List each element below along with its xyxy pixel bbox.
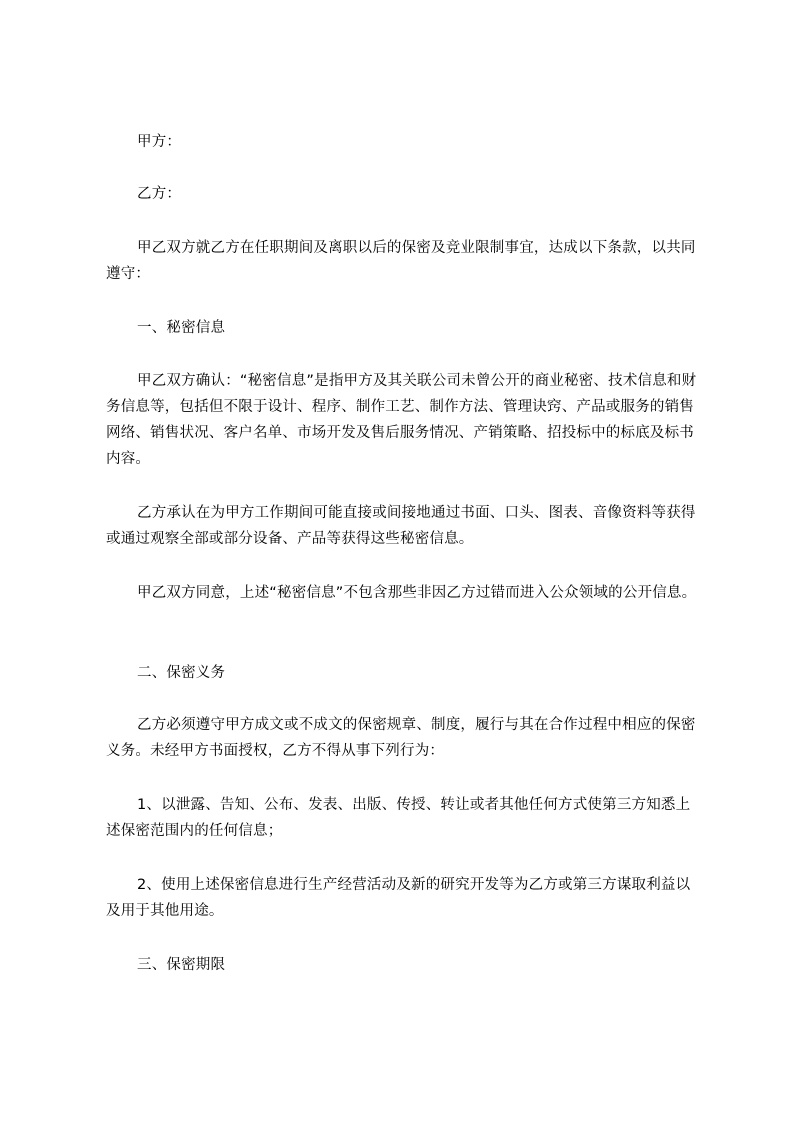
section-1-title: 一、秘密信息: [137, 320, 226, 336]
section-2-item-1: 1、以泄露、告知、公布、发表、出版、传授、转让或者其他任何方式使第三方知悉上述保密范围内的任何信息；: [106, 797, 691, 839]
section-3-title: 三、保密期限: [137, 957, 226, 973]
section-1-paragraph-2: 乙方承认在为甲方工作期间可能直接或间接地通过书面、口头、图表、音像资料等获得或通过观察全部或部分设备、产品等获得这些秘密信息。: [106, 505, 696, 547]
party-b-label: 乙方：: [137, 186, 182, 202]
intro-paragraph: 甲乙双方就乙方在任职期间及离职以后的保密及竞业限制事宜，达成以下条款，以共同遵守：: [106, 240, 696, 282]
section-2-title: 二、保密义务: [137, 665, 226, 681]
party-a-label: 甲方：: [137, 134, 182, 150]
section-2-item-2: 2、使用上述保密信息进行生产经营活动及新的研究开发等为乙方或第三方谋取利益以及用于其他用途。: [106, 877, 691, 919]
section-1-paragraph-1: 甲乙双方确认：“秘密信息”是指甲方及其关联公司未曾公开的商业秘密、技术信息和财务信息等，包括但不限于设计、程序、制作工艺、制作方法、管理诀窍、产品或服务的销售网络、销售状况、客户名单、市场开发及售后服务情况、产销策略、招投标中的标底及标书内容。: [106, 373, 697, 467]
section-1-paragraph-3: 甲乙双方同意，上述“秘密信息”不包含那些非因乙方过错而进入公众领域的公开信息。: [137, 585, 697, 601]
section-2-paragraph-1: 乙方必须遵守甲方成文或不成文的保密规章、制度，履行与其在合作过程中相应的保密义务。未经甲方书面授权，乙方不得从事下列行为：: [106, 717, 696, 759]
